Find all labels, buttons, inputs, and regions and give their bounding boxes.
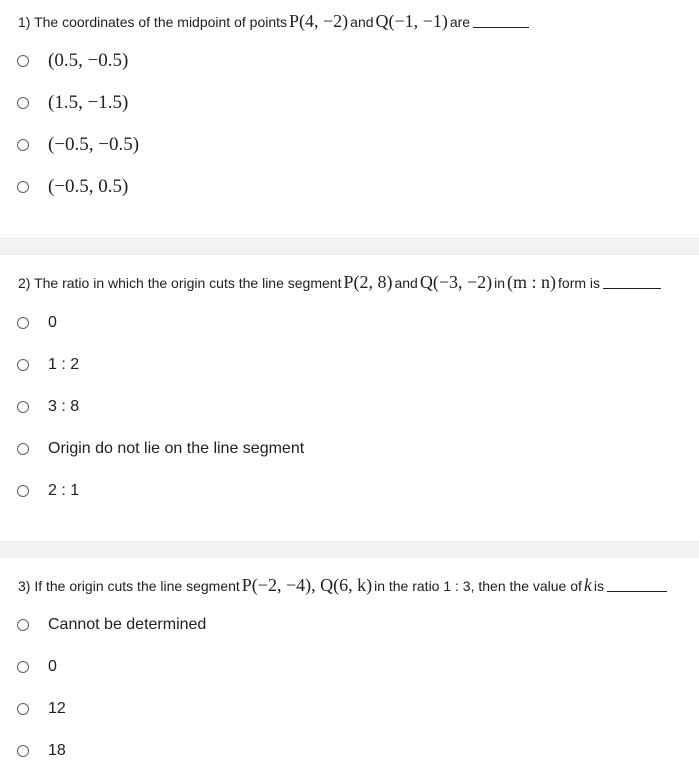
option-label: (0.5, −0.5) <box>48 50 129 71</box>
question-separator <box>0 541 699 558</box>
answer-blank <box>603 288 661 289</box>
option-label: 2 : 1 <box>48 482 80 499</box>
math-points: P(−2, −4), Q(6, k) <box>241 575 373 595</box>
option-2b[interactable] <box>17 353 79 377</box>
option-label: (−0.5, 0.5) <box>48 176 129 197</box>
answer-blank <box>607 591 667 592</box>
option-label: 12 <box>48 700 66 717</box>
option-1a[interactable] <box>17 49 128 73</box>
option-label: 18 <box>48 742 66 759</box>
question-1-title: 1) The coordinates of the midpoint of points P(4, −2) and Q(−1, −1) are <box>18 11 529 32</box>
radio-button[interactable] <box>17 359 29 371</box>
math-ratio: (m : n) <box>507 272 557 292</box>
option-2c[interactable] <box>17 395 79 419</box>
answer-blank <box>473 27 529 28</box>
option-label: (−0.5, −0.5) <box>48 134 140 155</box>
question-separator <box>0 238 699 255</box>
radio-button[interactable] <box>17 139 29 151</box>
option-2a[interactable] <box>17 311 57 335</box>
radio-button[interactable] <box>17 181 29 193</box>
radio-button[interactable] <box>17 661 29 673</box>
math-point-p: P(2, 8) <box>343 272 393 292</box>
radio-button[interactable] <box>17 703 29 715</box>
radio-button[interactable] <box>17 619 29 631</box>
option-3b[interactable] <box>17 655 57 679</box>
option-2e[interactable] <box>17 479 79 503</box>
math-k: k <box>583 575 592 595</box>
option-1b[interactable] <box>17 91 128 115</box>
math-point-q: Q(−1, −1) <box>375 11 448 31</box>
option-label: 1 : 2 <box>48 356 80 373</box>
option-label: 3 : 8 <box>48 398 80 415</box>
option-label: (1.5, −1.5) <box>48 92 129 113</box>
option-label: Origin do not lie on the line segment <box>48 440 305 457</box>
question-3 <box>0 558 699 783</box>
question-2 <box>0 255 699 541</box>
radio-button[interactable] <box>17 97 29 109</box>
radio-button[interactable] <box>17 443 29 455</box>
question-1 <box>0 0 699 238</box>
option-1d[interactable] <box>17 175 128 199</box>
option-label: 0 <box>48 314 57 331</box>
math-point-p: P(4, −2) <box>289 11 349 31</box>
option-3a[interactable] <box>17 613 206 637</box>
radio-button[interactable] <box>17 485 29 497</box>
question-2-title: 2) The ratio in which the origin cuts the line segment P(2, 8) and Q(−3, −2) in (m : n) form is <box>18 272 661 293</box>
option-label: Cannot be determined <box>48 616 207 633</box>
radio-button[interactable] <box>17 745 29 757</box>
radio-button[interactable] <box>17 55 29 67</box>
option-label: 0 <box>48 658 57 675</box>
option-2d[interactable] <box>17 437 304 461</box>
option-3c[interactable] <box>17 697 66 721</box>
option-1c[interactable] <box>17 133 139 157</box>
math-point-q: Q(−3, −2) <box>419 272 493 292</box>
radio-button[interactable] <box>17 401 29 413</box>
radio-button[interactable] <box>17 317 29 329</box>
question-3-title: 3) If the origin cuts the line segment P(−2, −4), Q(6, k) in the ratio 1 : 3, then the value of k is <box>18 575 667 596</box>
option-3d[interactable] <box>17 739 66 763</box>
